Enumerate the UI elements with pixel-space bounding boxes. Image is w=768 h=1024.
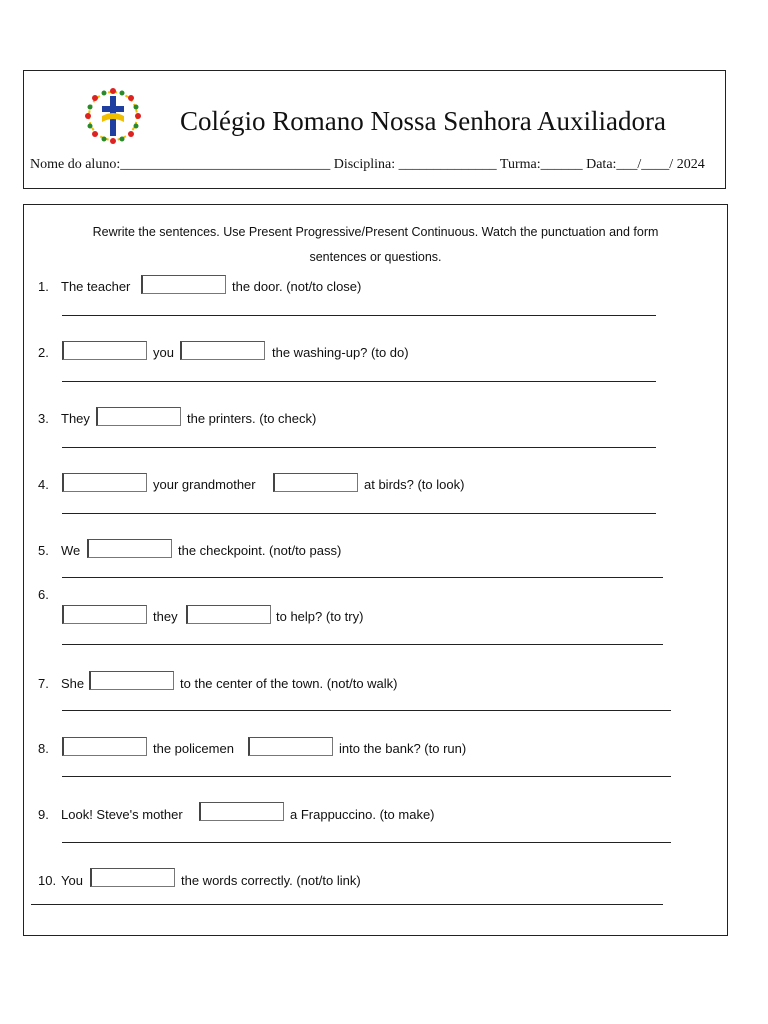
answer-blank[interactable] [89,671,174,690]
answer-blank[interactable] [199,802,284,821]
exercise-text: they [153,609,178,624]
answer-line[interactable] [62,513,656,514]
answer-blank[interactable] [62,473,147,492]
answer-blank[interactable] [273,473,358,492]
exercise-number: 3. [38,411,49,426]
student-info-line: Nome do aluno:______________________________ Disciplina: ______________ Turma:______ Data:___/____/ 2024 [30,157,705,172]
answer-line[interactable] [62,710,671,711]
exercise-number: 1. [38,279,49,294]
exercise-text: at birds? (to look) [364,477,465,492]
exercise-number: 6. [38,587,49,602]
exercise-number: 2. [38,345,49,360]
exercise-text: your grandmother [153,477,256,492]
exercise-text: We [61,543,81,558]
answer-line[interactable] [31,904,663,905]
school-logo-icon [76,86,150,146]
exercise-text: You [61,873,83,888]
answer-line[interactable] [62,447,656,448]
exercise-number: 8. [38,741,49,756]
exercise-text: a Frappuccino. (to make) [290,807,435,822]
exercise-text: you [153,345,174,360]
instructions-line-1: Rewrite the sentences. Use Present Progressive/Present Continuous. Watch the punctuation and form [92,225,659,239]
exercise-number: 9. [38,807,49,822]
answer-blank[interactable] [62,341,147,360]
exercise-text: She [61,676,85,691]
exercise-text: the washing-up? (to do) [272,345,409,360]
exercise-text: They [61,411,90,426]
exercise-text: Look! Steve's mother [61,807,183,822]
answer-blank[interactable] [248,737,333,756]
exercise-number: 5. [38,543,49,558]
answer-blank[interactable] [87,539,172,558]
exercise-number: 4. [38,477,49,492]
answer-line[interactable] [62,315,656,316]
answer-line[interactable] [62,644,663,645]
header-box [23,70,726,189]
answer-blank[interactable] [62,605,147,624]
exercise-text: into the bank? (to run) [339,741,467,756]
exercise-box [23,204,728,936]
answer-blank[interactable] [186,605,271,624]
exercise-text: the policemen [153,741,234,756]
exercise-text: the door. (not/to close) [232,279,362,294]
school-name: Colégio Romano Nossa Senhora Auxiliadora [180,106,666,136]
answer-line[interactable] [62,381,656,382]
answer-blank[interactable] [141,275,226,294]
answer-blank[interactable] [90,868,175,887]
exercise-text: to help? (to try) [276,609,364,624]
exercise-text: the printers. (to check) [187,411,317,426]
exercise-number: 10. [38,873,57,888]
answer-blank[interactable] [62,737,147,756]
instructions-line-2: sentences or questions. [309,250,442,264]
exercise-text: to the center of the town. (not/to walk) [180,676,398,691]
exercise-number: 7. [38,676,49,691]
exercise-text: the words correctly. (not/to link) [181,873,361,888]
answer-line[interactable] [62,577,663,578]
answer-line[interactable] [62,842,671,843]
exercise-text: The teacher [61,279,131,294]
answer-blank[interactable] [180,341,265,360]
answer-line[interactable] [62,776,671,777]
exercise-text: the checkpoint. (not/to pass) [178,543,342,558]
answer-blank[interactable] [96,407,181,426]
